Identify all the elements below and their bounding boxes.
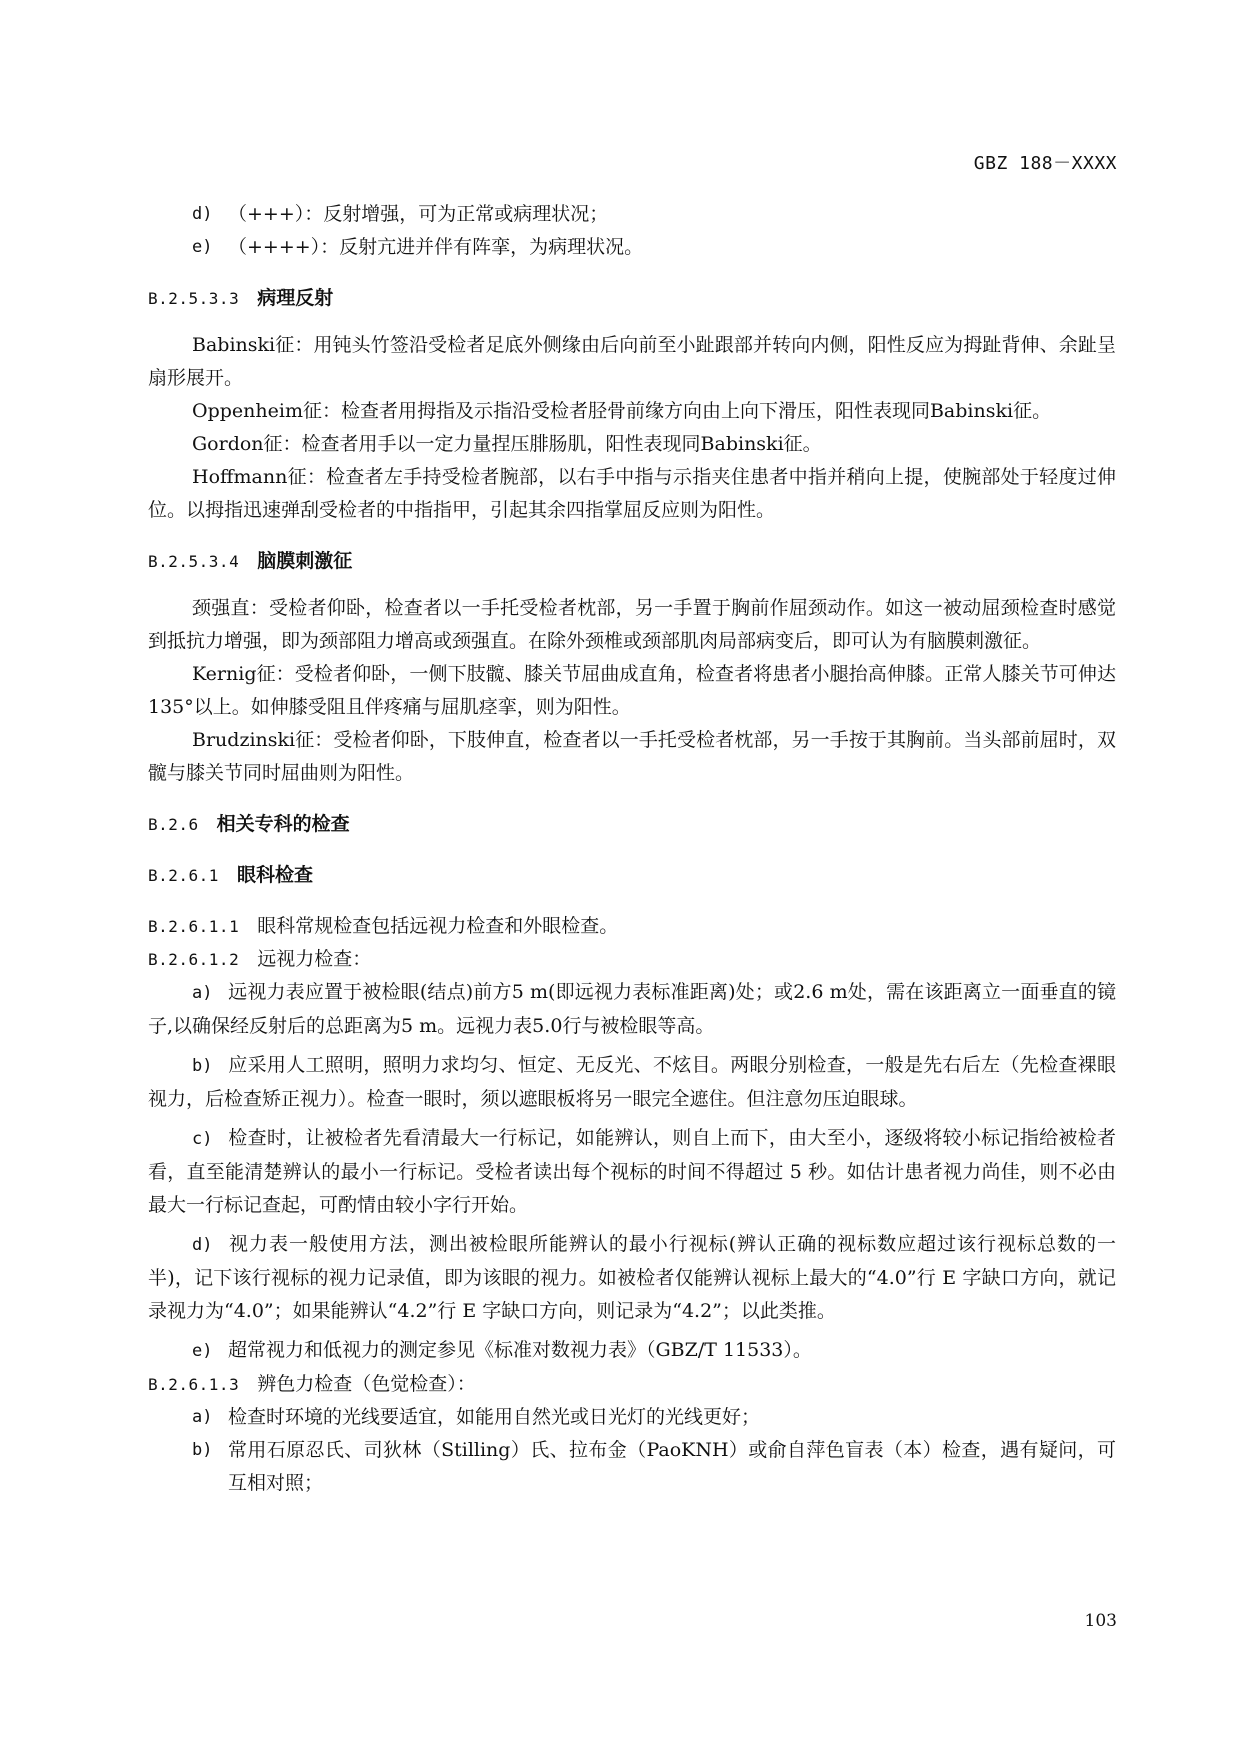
section-number: B.2.6.1.1	[148, 917, 240, 936]
section-number: B.2.6.1.2	[148, 950, 240, 969]
list-marker: a)	[192, 983, 213, 1003]
section-heading-b26	[148, 808, 1116, 841]
list-text: 常用石原忍氏、司狄林（Stilling）氏、拉布金（PaoKNH）或俞自萍色盲表（本）检查，遇有疑问，可互相对照；	[228, 1439, 1116, 1494]
list-item-wrapping	[148, 1049, 1116, 1116]
section-number: B.2.6.1.3	[148, 1375, 240, 1394]
section-heading-b2612	[148, 943, 1116, 976]
section-heading-b261	[148, 859, 1116, 892]
list-text: 应采用人工照明，照明力求均匀、恒定、无反光、不炫目。两眼分别检查，一般是先右后左（先检查裸眼视力，后检查矫正视力）。检查一眼时，须以遮眼板将另一眼完全遮住。但注意勿压迫眼球。	[148, 1054, 1116, 1110]
section-heading-b2533	[148, 282, 1116, 315]
paragraph-neck-stiffness: 颈强直：受检者仰卧，检查者以一手托受检者枕部，另一手置于胸前作屈颈动作。如这一被动屈颈检查时感觉到抵抗力增强，即为颈部阻力增高或颈强直。在除外颈椎或颈部肌肉局部病变后，即可认为有脑膜刺激征。	[148, 597, 1116, 652]
list-text: 超常视力和低视力的测定参见《标准对数视力表》（GBZ/T 11533）。	[228, 1339, 812, 1361]
section-number: B.2.5.3.4	[148, 552, 240, 571]
paragraph-oppenheim: Oppenheim征：检查者用拇指及示指沿受检者胫骨前缘方向由上向下滑压，阳性表现同Babinski征。	[192, 400, 1052, 422]
list-item-wrapping	[148, 1122, 1116, 1222]
section-heading-b2611	[148, 910, 1116, 943]
list-marker: e)	[192, 237, 213, 257]
paragraph-gordon: Gordon征：检查者用手以一定力量捏压腓肠肌，阳性表现同Babinski征。	[192, 433, 822, 455]
list-item	[148, 1401, 1116, 1434]
section-title: 眼科检查	[236, 864, 313, 886]
list-item	[148, 198, 1116, 231]
list-item-wrapping	[148, 1228, 1116, 1328]
list-text: 视力表一般使用方法，测出被检眼所能辨认的最小行视标(辨认正确的视标数应超过该行视标总数的一半)，记下该行视标的视力记录值，即为该眼的视力。如被检者仅能辨认视标上最大的“4.0”行 E 字缺口方向，就记录视力为“4.0”；如果能辨认“4.2”行 E 字缺口方向，则记录为“4.2”；以此类推。	[148, 1233, 1116, 1322]
section-heading-b2613	[148, 1368, 1116, 1401]
section-text: 眼科常规检查包括远视力检查和外眼检查。	[257, 915, 619, 937]
page-content	[148, 198, 1116, 1500]
list-marker: d)	[192, 1235, 213, 1255]
paragraph-babinski: Babinski征：用钝头竹签沿受检者足底外侧缘由后向前至小趾跟部并转向内侧，阳性反应为拇趾背伸、余趾呈扇形展开。	[148, 334, 1116, 389]
page-number: 103	[1084, 1611, 1117, 1631]
list-text: 检查时环境的光线要适宜，如能用自然光或日光灯的光线更好；	[228, 1406, 761, 1428]
list-text: （+++）：反射增强，可为正常或病理状况；	[228, 203, 609, 225]
list-marker: b)	[192, 1056, 213, 1076]
section-number: B.2.6.1	[148, 866, 219, 885]
paragraph-kernig: Kernig征：受检者仰卧，一侧下肢髋、膝关节屈曲成直角，检查者将患者小腿抬高伸膝。正常人膝关节可伸达135°以上。如伸膝受阻且伴疼痛与屈肌痉挛，则为阳性。	[148, 663, 1116, 718]
list-text: 检查时，让被检者先看清最大一行标记，如能辨认，则自上而下，由大至小，逐级将较小标记指给被检者看，直至能清楚辨认的最小一行标记。受检者读出每个视标的时间不得超过 5 秒。如估计患者视力尚佳，则不必由最大一行标记查起，可酌情由较小字行开始。	[148, 1127, 1116, 1216]
section-number: B.2.5.3.3	[148, 289, 240, 308]
standard-number-header: GBZ 188－XXXX	[973, 153, 1117, 174]
list-marker: a)	[192, 1407, 213, 1427]
list-item-wrapping	[148, 976, 1116, 1043]
paragraph-brudzinski: Brudzinski征：受检者仰卧，下肢伸直，检查者以一手托受检者枕部，另一手按于其胸前。当头部前屈时，双髋与膝关节同时屈曲则为阳性。	[148, 729, 1116, 784]
list-marker: b)	[192, 1440, 213, 1460]
section-text: 辨色力检查（色觉检查）：	[257, 1373, 476, 1395]
section-number: B.2.6	[148, 815, 199, 834]
list-item	[148, 231, 1116, 264]
paragraph-hoffmann: Hoffmann征：检查者左手持受检者腕部，以右手中指与示指夹住患者中指并稍向上提，使腕部处于轻度过伸位。以拇指迅速弹刮受检者的中指指甲，引起其余四指掌屈反应则为阳性。	[148, 466, 1116, 521]
list-marker: c)	[192, 1129, 213, 1149]
list-item	[148, 1434, 1116, 1500]
list-item-wrapping	[148, 1334, 1116, 1368]
list-marker: d)	[192, 204, 213, 224]
section-title: 相关专科的检查	[216, 813, 350, 835]
list-text: （++++）：反射亢进并伴有阵挛，为病理状况。	[228, 236, 644, 258]
section-title: 病理反射	[257, 287, 334, 309]
section-heading-b2534	[148, 545, 1116, 578]
section-text: 远视力检查：	[257, 948, 372, 970]
list-marker: e)	[192, 1341, 213, 1361]
list-text: 远视力表应置于被检眼(结点)前方5 m(即远视力表标准距离)处；或2.6 m处，需在该距离立一面垂直的镜子,以确保经反射后的总距离为5 m。远视力表5.0行与被检眼等高。	[148, 981, 1116, 1037]
section-title: 脑膜刺激征	[257, 550, 353, 572]
